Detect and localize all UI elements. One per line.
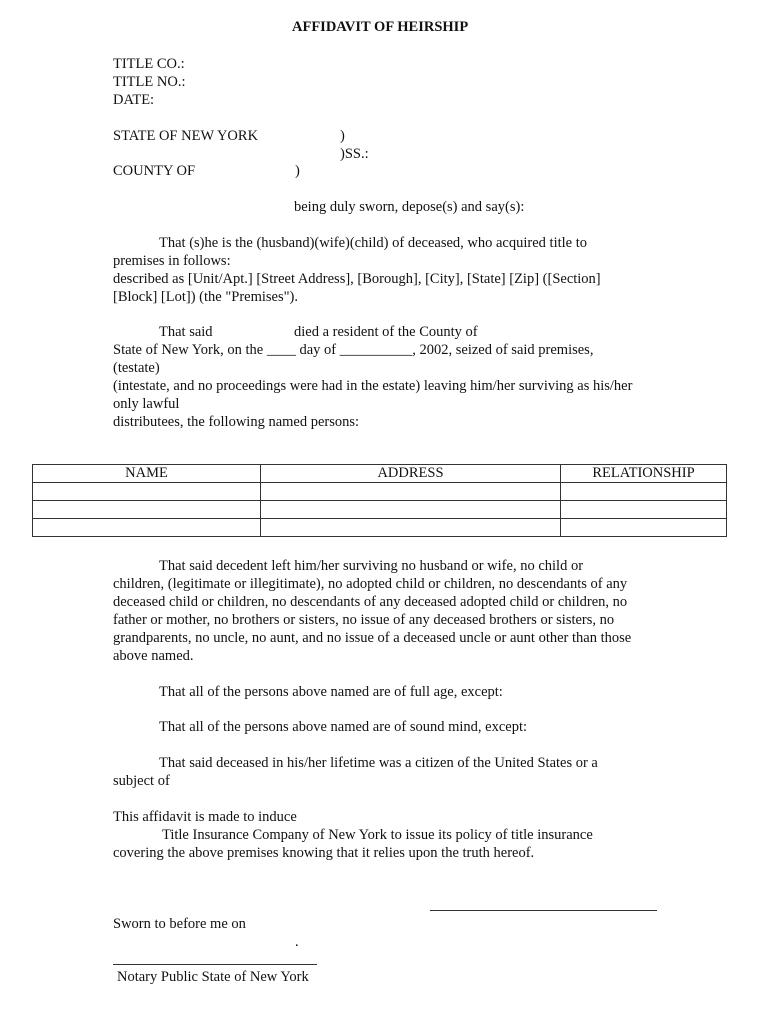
table-cell-relationship[interactable] — [561, 483, 727, 501]
table-cell-address[interactable] — [261, 519, 561, 537]
notary-signature-line[interactable] — [113, 964, 317, 965]
died-resident-text: died a resident of the County of — [294, 324, 478, 340]
table-row — [33, 501, 727, 519]
table-cell-name[interactable] — [33, 501, 261, 519]
paragraph-line: Title Insurance Company of New York to issue its policy of title insurance — [162, 827, 593, 843]
paragraph-relationship — [113, 234, 673, 306]
paragraph-line: (testate) — [113, 360, 160, 376]
date-label: DATE: — [113, 92, 155, 108]
table-cell-relationship[interactable] — [561, 501, 727, 519]
paragraph-line: This affidavit is made to induce — [113, 809, 297, 825]
paragraph-line: That said deceased in his/her lifetime was a citizen of the United States or a — [159, 755, 598, 771]
paragraph-line: above named. — [113, 648, 194, 664]
paragraph-line: only lawful — [113, 396, 180, 412]
venue-state: STATE OF NEW YORK — [113, 128, 259, 144]
column-header-relationship: RELATIONSHIP — [561, 465, 727, 483]
paragraph-line: described as [Unit/Apt.] [Street Address], [Borough], [City], [State] [Zip] ([Section] — [113, 271, 601, 287]
table-header-row — [33, 465, 727, 483]
paragraph-death — [113, 341, 673, 431]
venue-county: COUNTY OF — [113, 163, 196, 179]
sworn-before-label: Sworn to before me on — [113, 916, 246, 932]
title-co-label: TITLE CO.: — [113, 56, 185, 72]
paragraph-line: distributees, the following named persons: — [113, 414, 360, 430]
paragraph-line: father or mother, no brothers or sisters, no issue of any deceased brothers or sisters, no — [113, 612, 615, 628]
affiant-signature-line[interactable] — [430, 910, 657, 911]
table-cell-address[interactable] — [261, 501, 561, 519]
distributees-table — [32, 464, 727, 537]
paragraph-no-other-heirs — [113, 557, 673, 665]
sworn-intro: being duly sworn, depose(s) and say(s): — [294, 199, 525, 215]
table-cell-name[interactable] — [33, 519, 261, 537]
paragraph-line: premises in follows: — [113, 253, 231, 269]
table-row — [33, 483, 727, 501]
document-title: AFFIDAVIT OF HEIRSHIP — [292, 19, 469, 35]
column-header-address: ADDRESS — [261, 465, 561, 483]
venue-paren-bottom: ) — [295, 163, 300, 179]
paragraph-line: covering the above premises knowing that it relies upon the truth hereof. — [113, 845, 535, 861]
paragraph-line: subject of — [113, 773, 170, 789]
venue-ss: )SS.: — [340, 146, 369, 162]
paragraph-line: [Block] [Lot]) (the "Premises"). — [113, 289, 298, 305]
table-cell-address[interactable] — [261, 483, 561, 501]
paragraph-line: State of New York, on the ____ day of __________, 2002, seized of said premises, — [113, 342, 594, 358]
paragraph-line: children, (legitimate or illegitimate), no adopted child or children, no descendants of any — [113, 576, 628, 592]
full-age-statement: That all of the persons above named are of full age, except: — [159, 684, 503, 700]
that-said-label: That said — [159, 324, 213, 340]
paragraph-line: (intestate, and no proceedings were had in the estate) leaving him/her surviving as his/her — [113, 378, 633, 394]
paragraph-line: grandparents, no uncle, no aunt, and no issue of a deceased uncle or aunt other than those — [113, 630, 632, 646]
paragraph-line: That (s)he is the (husband)(wife)(child) of deceased, who acquired title to — [159, 235, 587, 251]
table-cell-name[interactable] — [33, 483, 261, 501]
paragraph-citizenship — [113, 754, 673, 790]
sound-mind-statement: That all of the persons above named are of sound mind, except: — [159, 719, 528, 735]
notary-label: Notary Public State of New York — [117, 969, 309, 985]
column-header-name: NAME — [33, 465, 261, 483]
paragraph-line: That said decedent left him/her surviving no husband or wife, no child or — [159, 558, 584, 574]
date-dot: . — [295, 934, 299, 950]
table-cell-relationship[interactable] — [561, 519, 727, 537]
paragraph-inducement — [113, 808, 673, 862]
table-row — [33, 519, 727, 537]
paragraph-line: deceased child or children, no descendants of any deceased adopted child or children, no — [113, 594, 628, 610]
venue-paren-top: ) — [340, 128, 345, 144]
title-no-label: TITLE NO.: — [113, 74, 186, 90]
